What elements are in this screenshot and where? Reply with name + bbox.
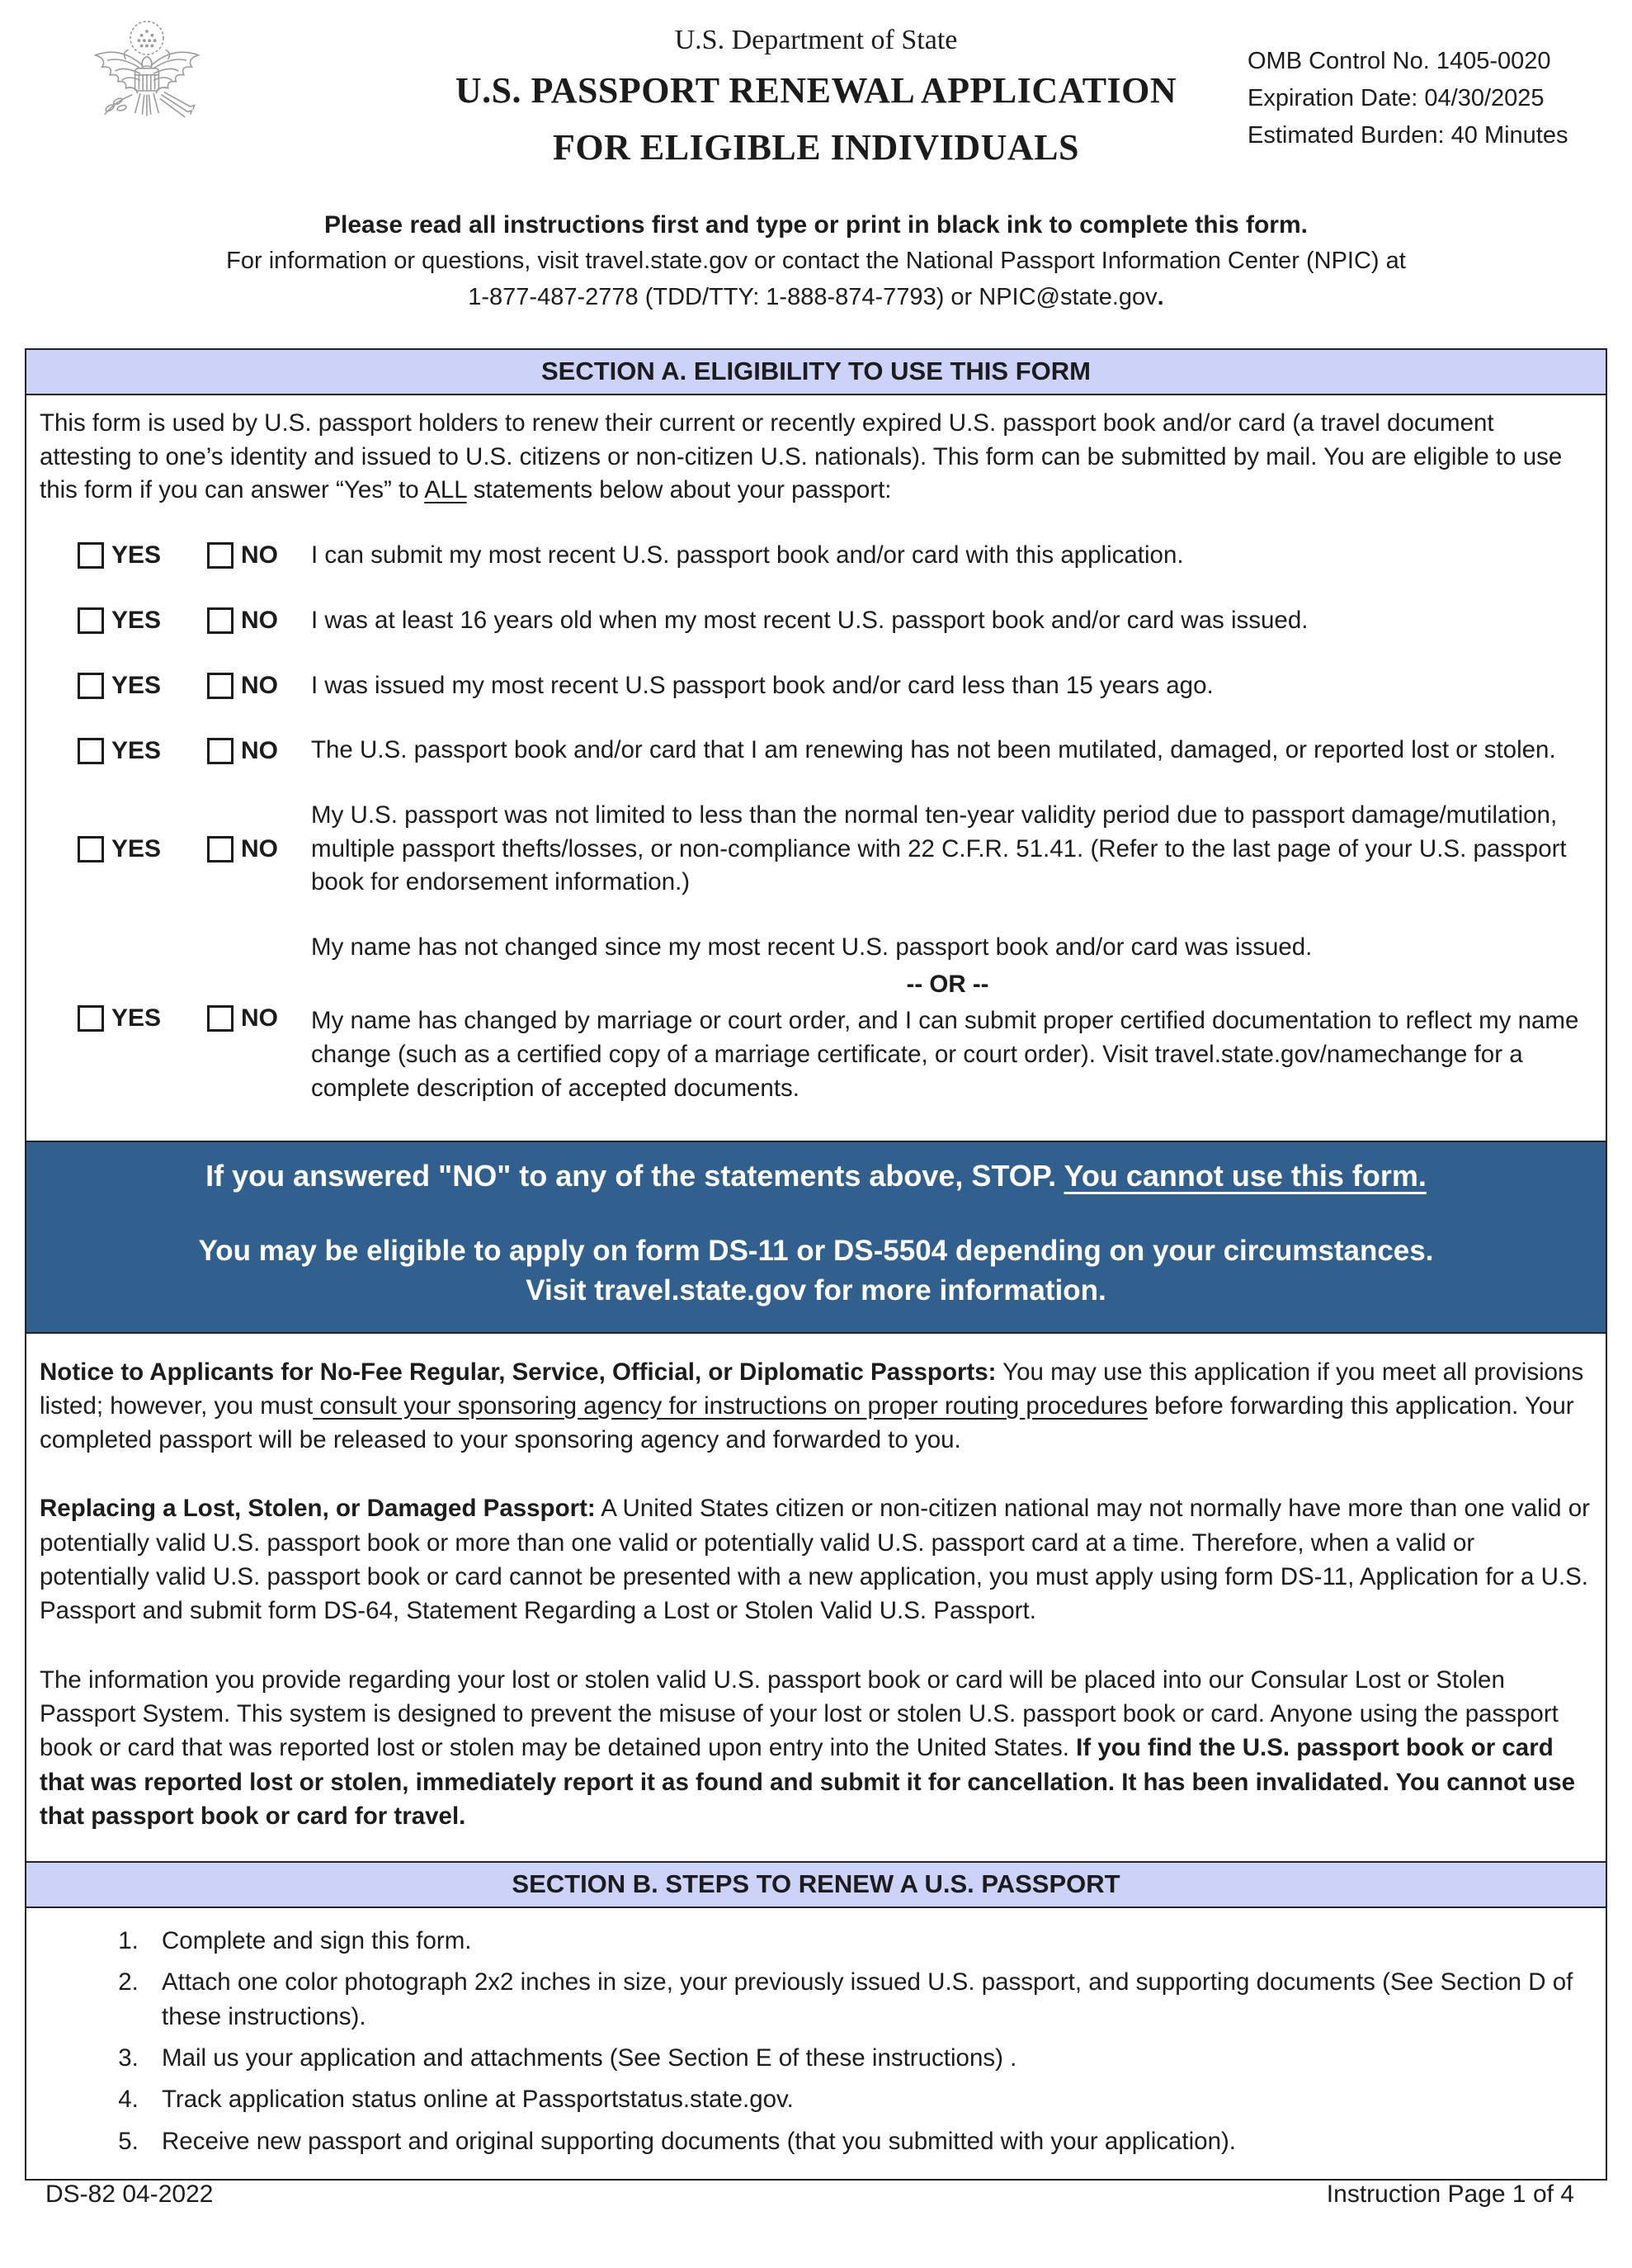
- yes-label: YES: [111, 834, 162, 862]
- step-item-4: 4. Track application status online at Passportstatus.state.gov.: [145, 2082, 1592, 2116]
- no-label: NO: [241, 607, 278, 635]
- no-label: NO: [241, 736, 278, 764]
- form-body: [25, 348, 1607, 2181]
- form-title-line1: U.S. PASSPORT RENEWAL APPLICATION: [455, 70, 1177, 111]
- eligibility-intro-post: statements below about your passport:: [466, 476, 892, 504]
- omb-control-number: OMB Control No. 1405-0020: [1248, 48, 1551, 74]
- stop-banner: [25, 1141, 1607, 1334]
- yes-label: YES: [111, 736, 162, 764]
- form-number: DS-82 04-2022: [45, 2180, 214, 2208]
- yes-checkbox-6[interactable]: [78, 1005, 104, 1032]
- statement-row-4: [40, 734, 1592, 768]
- stop-banner-line1-underline: You cannot use this form.: [1064, 1158, 1427, 1193]
- yes-checkbox-2[interactable]: [78, 607, 104, 634]
- intro-phone-period: .: [1157, 283, 1164, 310]
- stop-banner-line3: Visit travel.state.gov for more information.: [526, 1273, 1106, 1306]
- statement-text-3: I was issued my most recent U.S passport book and/or card less than 15 years ago.: [311, 671, 1214, 699]
- statement-text-6: [311, 931, 1592, 1106]
- yes-checkbox-5[interactable]: [78, 836, 104, 862]
- intro-line-phone: [0, 280, 1632, 316]
- no-label: NO: [241, 1004, 278, 1032]
- notice-no-fee-lead: Notice to Applicants for No-Fee Regular, Service, Official, or Diplomatic Passports:: [40, 1358, 997, 1386]
- notice-no-fee-underline: consult your sponsoring agency for instructions on proper routing procedures: [313, 1392, 1148, 1420]
- statement-row-5: [40, 799, 1592, 900]
- yes-label: YES: [111, 671, 162, 699]
- yes-checkbox-1[interactable]: [78, 542, 104, 569]
- notice-no-fee-mid: You may use this application if you meet all provisions listed; however, you must: [40, 1358, 1584, 1420]
- agency-name: U.S. Department of State: [674, 25, 958, 55]
- omb-info-block: [1248, 43, 1578, 154]
- section-a-body: [25, 394, 1607, 1142]
- statement-text-5: My U.S. passport was not limited to less than the normal ten-year validity period due to passport damage/mutilation, multiple passport thefts/losses, or non-compliance with 22 C.F.R. 51.41. (Refer to the last page of your U.S. passport book for endorsement information.): [311, 801, 1567, 896]
- statement-row-6: [40, 931, 1592, 1106]
- statement-row-2: [40, 604, 1592, 638]
- form-header: [0, 0, 1632, 168]
- statement-row-1: [40, 539, 1592, 573]
- intro-line-contact: For information or questions, visit travel.state.gov or contact the National Passport Information Center (NPIC) at: [226, 248, 1406, 274]
- notice-replacing-text: A United States citizen or non-citizen national may not normally have more than one valid or potentially valid U.S. passport book or more than one valid or potentially valid U.S. passport card at a time. Therefore, when a valid or potentially valid U.S. passport book or card cannot be presented with a new application, you must apply using form DS-11, Application for a U.S. Passport and submit form DS-64, Statement Regarding a Lost or Stolen Valid U.S. Passport.: [40, 1495, 1590, 1625]
- no-checkbox-3[interactable]: [207, 673, 233, 699]
- no-label: NO: [241, 671, 278, 699]
- no-checkbox-1[interactable]: [207, 542, 233, 569]
- eligibility-intro-pre: This form is used by U.S. passport holders to renew their current or recently expired U.S. passport book and/or card (a travel document attesting to one’s identity and issued to U.S. citizens or non-citizen U.S. nationals). This form can be submitted by mail. You are eligible to use this form if you can answer “Yes” to: [40, 409, 1563, 504]
- yes-checkbox-3[interactable]: [78, 673, 104, 699]
- no-label: NO: [241, 541, 278, 569]
- no-checkbox-4[interactable]: [207, 738, 233, 764]
- notice-replacing-paragraph: [40, 1491, 1591, 1628]
- stop-banner-line1-pre: If you answered "NO" to any of the statements above, STOP.: [205, 1158, 1064, 1193]
- statement-text-2: I was at least 16 years old when my most recent U.S. passport book and/or card was issued.: [311, 606, 1309, 634]
- eligibility-intro: [40, 407, 1592, 508]
- notices-section: [25, 1332, 1607, 1864]
- no-checkbox-5[interactable]: [207, 836, 233, 862]
- great-seal-eagle-icon: [81, 18, 213, 137]
- step-item-1: 1. Complete and sign this form.: [145, 1924, 1592, 1958]
- omb-expiration-date: Expiration Date: 04/30/2025: [1248, 84, 1545, 111]
- intro-instructions: [0, 206, 1632, 315]
- notice-clasp-text: The information you provide regarding your lost or stolen valid U.S. passport book or card will be placed into our Consular Lost or Stolen Passport System. This system is designed to prevent the misuse of your lost or stolen U.S. passport book or card. Anyone using the passport book or card that was reported lost or stolen may be detained upon entry into the United States.: [40, 1666, 1559, 1762]
- notice-no-fee-paragraph: [40, 1355, 1591, 1458]
- stop-banner-line2: You may be eligible to apply on form DS-11 or DS-5504 depending on your circumstances.: [198, 1234, 1434, 1267]
- section-b-header: SECTION B. STEPS TO RENEW A U.S. PASSPORT: [25, 1861, 1607, 1908]
- yes-label: YES: [111, 607, 162, 635]
- statement-6-line2: My name has changed by marriage or court order, and I can submit proper certified documentation to reflect my name change (such as a certified copy of a marriage certificate, or court order). Visit travel.state.gov/namechange for a complete description of accepted documents.: [311, 1007, 1579, 1102]
- step-item-2: 2. Attach one color photograph 2x2 inches in size, your previously issued U.S. passport, and supporting documents (See Section D of these instructions).: [145, 1965, 1592, 2034]
- section-a-header: SECTION A. ELIGIBILITY TO USE THIS FORM: [25, 348, 1607, 395]
- no-checkbox-2[interactable]: [207, 607, 233, 634]
- notice-clasp-bold: If you find the U.S. passport book or card that was reported lost or stolen, immediately report it as found and submit it for cancellation. It has been invalidated. You cannot use that passport book or card for travel.: [40, 1734, 1576, 1830]
- notice-no-fee-end: before forwarding this application. Your completed passport will be released to your sponsoring agency and forwarded to you.: [40, 1392, 1574, 1454]
- statement-text-1: I can submit my most recent U.S. passport book and/or card with this application.: [311, 541, 1184, 569]
- step-item-5: 5. Receive new passport and original supporting documents (that you submitted with your application).: [145, 2124, 1592, 2158]
- intro-line-bold: Please read all instructions first and type or print in black ink to complete this form.: [324, 211, 1308, 239]
- statement-row-3: [40, 669, 1592, 703]
- renewal-steps-list: [40, 1924, 1592, 2158]
- statement-6-or: -- OR --: [906, 970, 989, 998]
- yes-label: YES: [111, 1004, 162, 1032]
- statement-text-4: The U.S. passport book and/or card that I am renewing has not been mutilated, damaged, or reported lost or stolen.: [311, 736, 1556, 764]
- no-checkbox-6[interactable]: [207, 1005, 233, 1032]
- statement-6-line1: My name has not changed since my most recent U.S. passport book and/or card was issued.: [311, 933, 1313, 962]
- no-label: NO: [241, 834, 278, 862]
- intro-phone-text: 1-877-487-2778 (TDD/TTY: 1-888-874-7793) or NPIC@state.gov: [468, 283, 1158, 310]
- section-b-body: [25, 1907, 1607, 2181]
- page-footer: [0, 2181, 1632, 2268]
- yes-checkbox-4[interactable]: [78, 738, 104, 764]
- notice-clasp-paragraph: [40, 1663, 1591, 1833]
- step-item-3: 3. Mail us your application and attachments (See Section E of these instructions) .: [145, 2041, 1592, 2075]
- yes-label: YES: [111, 541, 162, 569]
- form-title-line2: FOR ELIGIBLE INDIVIDUALS: [553, 127, 1079, 168]
- omb-estimated-burden: Estimated Burden: 40 Minutes: [1248, 121, 1568, 149]
- notice-replacing-lead: Replacing a Lost, Stolen, or Damaged Passport:: [40, 1495, 596, 1523]
- eligibility-intro-all: ALL: [424, 476, 467, 504]
- page-number: Instruction Page 1 of 4: [1326, 2180, 1574, 2208]
- stop-banner-line1: [59, 1159, 1573, 1193]
